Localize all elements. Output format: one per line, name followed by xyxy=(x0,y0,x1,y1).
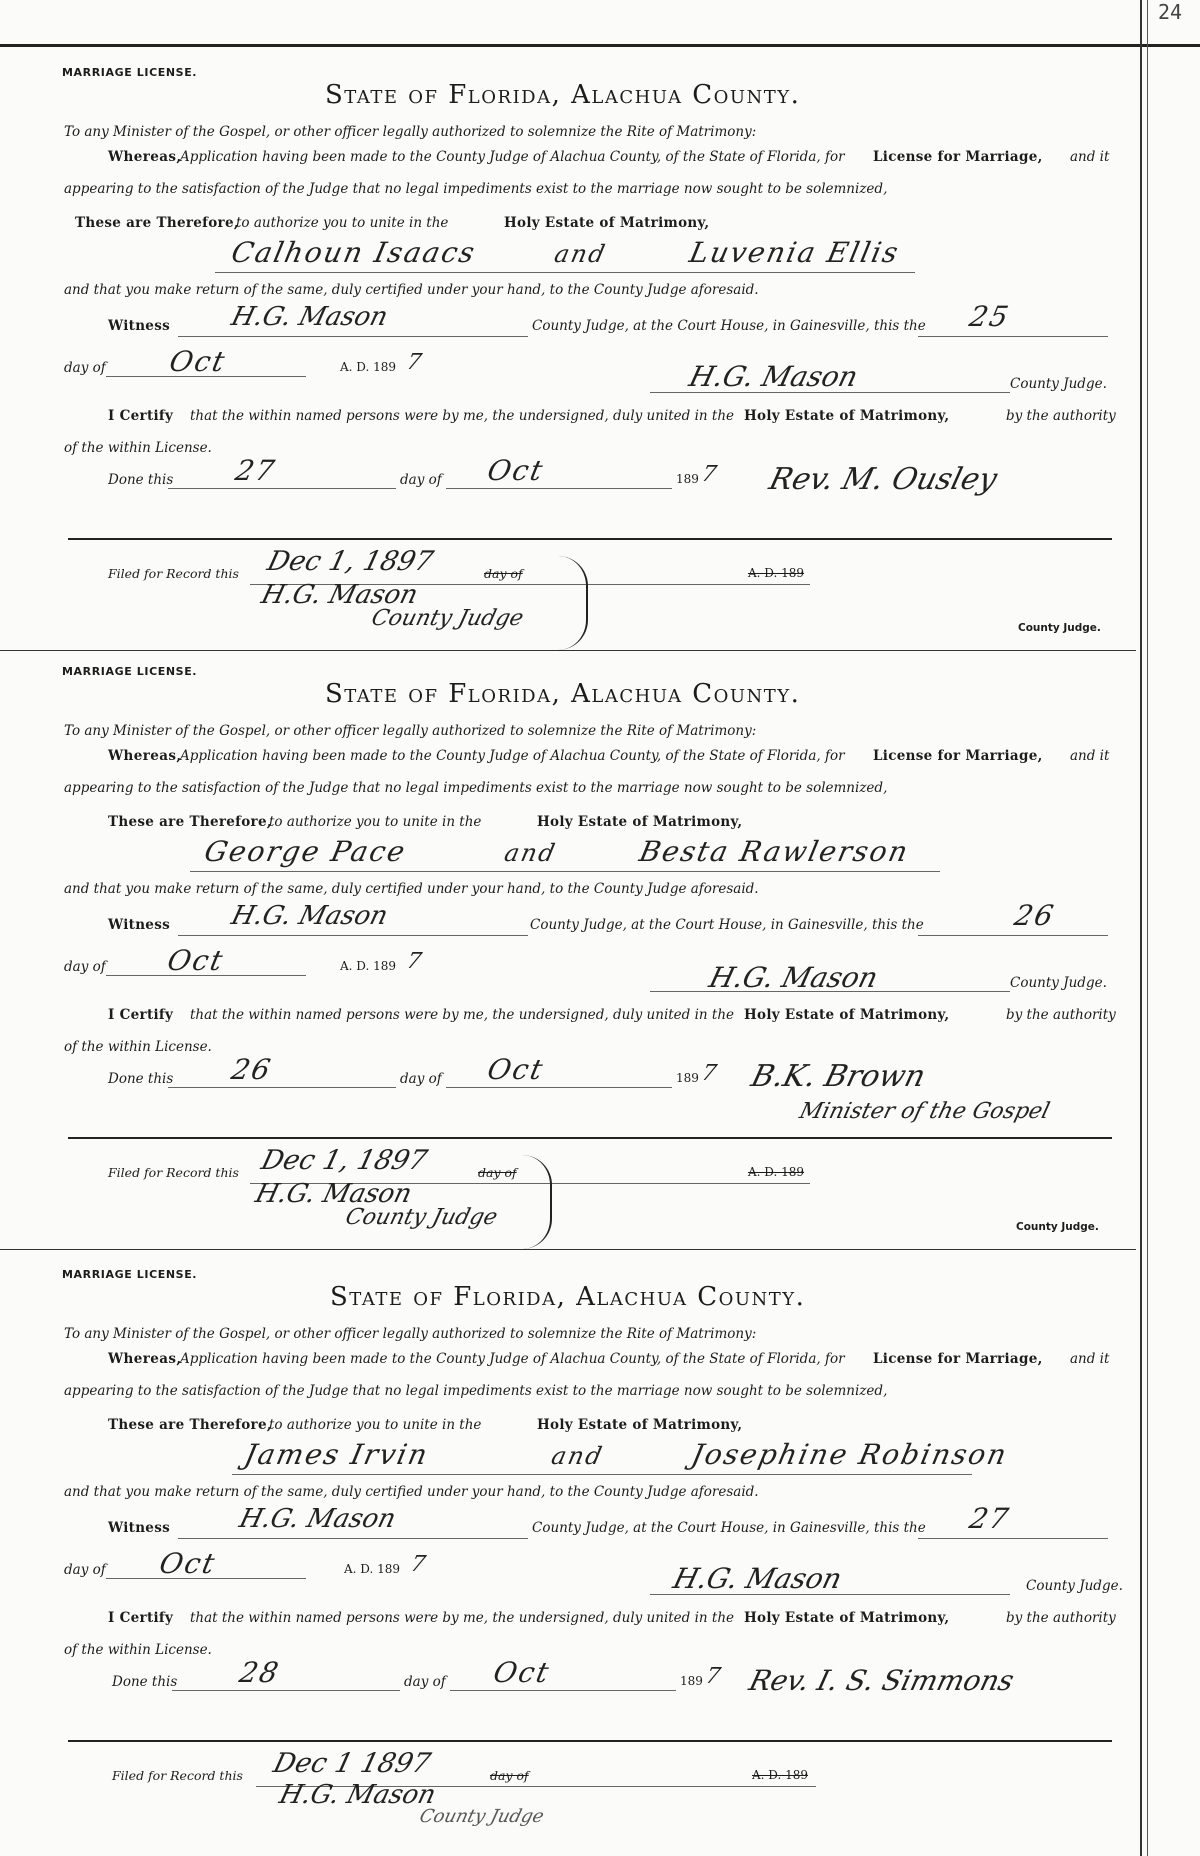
whereas-word: Whereas, xyxy=(108,1351,182,1367)
issue-day: 27 xyxy=(966,1502,1014,1535)
header-label: MARRIAGE LICENSE. xyxy=(62,66,198,79)
filed-day-of: day of xyxy=(478,1165,517,1180)
bride-name: Besta Rawlerson xyxy=(636,835,913,868)
officiant-signature: Rev. M. Ousley xyxy=(765,462,1001,497)
done-this-label: Done this xyxy=(108,472,174,488)
filed-day-of: day of xyxy=(490,1768,529,1783)
certify-text: that the within named persons were by me, the undersigned, duly united in the xyxy=(190,1007,735,1023)
bride-name: Luvenia Ellis xyxy=(686,236,903,269)
appearing-line: appearing to the satisfaction of the Judge that no legal impediments exist to the marriage now sought to be solemnized, xyxy=(64,780,888,796)
courthouse-text: County Judge, at the Court House, in Gainesville, this the xyxy=(530,917,924,933)
holy-estate-2: Holy Estate of Matrimony, xyxy=(744,1610,950,1626)
officiant-signature: Rev. I. S. Simmons xyxy=(745,1664,1018,1697)
done-year: 189 xyxy=(676,1071,699,1085)
day-of-label: day of xyxy=(64,1562,106,1578)
county-judge-small: County Judge. xyxy=(1018,622,1101,634)
county-judge-label: County Judge. xyxy=(1026,1578,1123,1594)
these-are-therefore: These are Therefore, xyxy=(108,1417,272,1433)
filed-signature: H.G. Mason xyxy=(252,1179,415,1209)
and-it: and it xyxy=(1070,1351,1110,1367)
county-judge-label: County Judge. xyxy=(1010,975,1107,991)
license-for-marriage: License for Marriage, xyxy=(873,149,1043,165)
issue-month: Oct xyxy=(164,944,228,977)
record-divider xyxy=(68,538,1112,540)
appearing-line: appearing to the satisfaction of the Judge that no legal impediments exist to the marriage now sought to be solemnized, xyxy=(64,1383,888,1399)
by-authority: by the authority xyxy=(1006,1610,1116,1626)
and-word: and xyxy=(502,839,560,867)
groom-name: Calhoun Isaacs xyxy=(228,236,480,269)
done-year-digit: 7 xyxy=(703,1664,725,1689)
authorize-text: to authorize you to unite in the xyxy=(236,215,449,231)
done-this-label: Done this xyxy=(112,1674,178,1690)
whereas-word: Whereas, xyxy=(108,149,182,165)
courthouse-text: County Judge, at the Court House, in Gainesville, this the xyxy=(532,1520,926,1536)
whereas-text: Application having been made to the County Judge of Alachua County, of the State of Florida, for xyxy=(180,748,845,764)
by-authority: by the authority xyxy=(1006,408,1116,424)
day-of-label: day of xyxy=(64,360,106,376)
holy-estate: Holy Estate of Matrimony, xyxy=(504,215,710,231)
ad-label: A. D. 189 xyxy=(344,1562,401,1576)
done-day-of: day of xyxy=(404,1674,446,1690)
done-day-of: day of xyxy=(400,472,442,488)
done-day: 28 xyxy=(236,1656,284,1689)
license-for-marriage: License for Marriage, xyxy=(873,1351,1043,1367)
filed-for-record: Filed for Record this xyxy=(108,1165,239,1180)
ad-label: A. D. 189 xyxy=(340,360,397,374)
witness-signature: H.G. Mason xyxy=(228,901,391,931)
certify-text: that the within named persons were by me, the undersigned, duly united in the xyxy=(190,408,735,424)
holy-estate-2: Holy Estate of Matrimony, xyxy=(744,408,950,424)
bride-name: Josephine Robinson xyxy=(688,1438,1012,1471)
section-separator xyxy=(0,650,1136,651)
done-month: Oct xyxy=(490,1656,554,1689)
filed-signature-title: County Judge xyxy=(342,1205,500,1230)
return-line: and that you make return of the same, duly certified under your hand, to the County Judge aforesaid. xyxy=(64,881,759,897)
return-line: and that you make return of the same, duly certified under your hand, to the County Judge aforesaid. xyxy=(64,1484,759,1500)
holy-estate: Holy Estate of Matrimony, xyxy=(537,1417,743,1433)
and-word: and xyxy=(552,240,610,268)
witness-word: Witness xyxy=(108,318,170,334)
issue-year-digit: 7 xyxy=(404,350,426,375)
and-word: and xyxy=(549,1442,607,1470)
certify-text: that the within named persons were by me, the undersigned, duly united in the xyxy=(190,1610,735,1626)
ad-label: A. D. 189 xyxy=(340,959,397,973)
record-divider xyxy=(68,1137,1112,1139)
right-border-inner xyxy=(1147,0,1148,1856)
these-are-therefore: These are Therefore, xyxy=(75,215,239,231)
done-day: 27 xyxy=(232,454,280,487)
filed-for-record: Filed for Record this xyxy=(112,1768,243,1783)
filed-ad: A. D. 189 xyxy=(748,1165,805,1179)
top-border xyxy=(0,44,1200,47)
certify-word: I Certify xyxy=(108,1007,174,1023)
issue-day: 25 xyxy=(966,300,1014,333)
certify-word: I Certify xyxy=(108,408,174,424)
whereas-word: Whereas, xyxy=(108,748,182,764)
issue-day: 26 xyxy=(1011,899,1059,932)
filed-day-of: day of xyxy=(484,566,523,581)
groom-name: George Pace xyxy=(201,835,410,868)
done-this-label: Done this xyxy=(108,1071,174,1087)
done-year-digit: 7 xyxy=(699,1061,721,1086)
done-year: 189 xyxy=(680,1674,703,1688)
filed-for-record: Filed for Record this xyxy=(108,566,239,581)
county-judge-label: County Judge. xyxy=(1010,376,1107,392)
form-title: State of Florida, Alachua County. xyxy=(325,679,801,709)
holy-estate: Holy Estate of Matrimony, xyxy=(537,814,743,830)
authorize-text: to authorize you to unite in the xyxy=(269,1417,482,1433)
form-title: State of Florida, Alachua County. xyxy=(325,80,801,110)
officiant-title: Minister of the Gospel xyxy=(796,1099,1053,1124)
and-it: and it xyxy=(1070,149,1110,165)
right-border xyxy=(1140,0,1142,1856)
witness-signature: H.G. Mason xyxy=(228,302,391,332)
license-for-marriage: License for Marriage, xyxy=(873,748,1043,764)
groom-name: James Irvin xyxy=(241,1438,433,1471)
done-month: Oct xyxy=(484,454,548,487)
issue-year-digit: 7 xyxy=(408,1552,430,1577)
filed-brace xyxy=(556,556,588,650)
whereas-text: Application having been made to the County Judge of Alachua County, of the State of Florida, for xyxy=(180,149,845,165)
filed-signature-title: County Judge xyxy=(368,606,526,631)
filed-brace xyxy=(520,1155,552,1249)
filed-ad: A. D. 189 xyxy=(748,566,805,580)
officiant-signature: B.K. Brown xyxy=(747,1059,929,1094)
county-judge-small: County Judge. xyxy=(1016,1221,1099,1233)
judge-signature: H.G. Mason xyxy=(669,1562,846,1595)
these-are-therefore: These are Therefore, xyxy=(108,814,272,830)
issue-month: Oct xyxy=(166,345,230,378)
section-separator xyxy=(0,1249,1136,1250)
filed-date: Dec 1 1897 xyxy=(270,1748,434,1779)
whereas-text: Application having been made to the County Judge of Alachua County, of the State of Florida, for xyxy=(180,1351,845,1367)
header-label: MARRIAGE LICENSE. xyxy=(62,1268,198,1281)
filed-signature: H.G. Mason xyxy=(258,580,421,610)
witness-word: Witness xyxy=(108,917,170,933)
header-label: MARRIAGE LICENSE. xyxy=(62,665,198,678)
filed-signature: H.G. Mason xyxy=(276,1780,439,1810)
done-day-of: day of xyxy=(400,1071,442,1087)
filed-ad: A. D. 189 xyxy=(752,1768,809,1782)
day-of-label: day of xyxy=(64,959,106,975)
judge-signature: H.G. Mason xyxy=(705,961,882,994)
judge-signature: H.G. Mason xyxy=(685,360,862,393)
form-title: State of Florida, Alachua County. xyxy=(330,1282,806,1312)
filed-signature-title: County Judge xyxy=(417,1806,547,1827)
filed-date: Dec 1, 1897 xyxy=(264,546,437,577)
holy-estate-2: Holy Estate of Matrimony, xyxy=(744,1007,950,1023)
courthouse-text: County Judge, at the Court House, in Gainesville, this the xyxy=(532,318,926,334)
page-number: 24 xyxy=(1158,0,1183,24)
witness-word: Witness xyxy=(108,1520,170,1536)
within-license: of the within License. xyxy=(64,1039,212,1055)
issue-month: Oct xyxy=(156,1547,220,1580)
witness-signature: H.G. Mason xyxy=(236,1504,399,1534)
return-line: and that you make return of the same, duly certified under your hand, to the County Judge aforesaid. xyxy=(64,282,759,298)
done-year: 189 xyxy=(676,472,699,486)
addressee-line: To any Minister of the Gospel, or other officer legally authorized to solemnize the Rite of Matrimony: xyxy=(64,1326,757,1342)
done-year-digit: 7 xyxy=(699,462,721,487)
by-authority: by the authority xyxy=(1006,1007,1116,1023)
filed-date: Dec 1, 1897 xyxy=(258,1145,431,1176)
issue-year-digit: 7 xyxy=(404,949,426,974)
done-month: Oct xyxy=(484,1053,548,1086)
record-divider xyxy=(68,1740,1112,1742)
within-license: of the within License. xyxy=(64,440,212,456)
addressee-line: To any Minister of the Gospel, or other officer legally authorized to solemnize the Rite of Matrimony: xyxy=(64,723,757,739)
addressee-line: To any Minister of the Gospel, or other officer legally authorized to solemnize the Rite of Matrimony: xyxy=(64,124,757,140)
done-day: 26 xyxy=(228,1053,276,1086)
and-it: and it xyxy=(1070,748,1110,764)
appearing-line: appearing to the satisfaction of the Judge that no legal impediments exist to the marriage now sought to be solemnized, xyxy=(64,181,888,197)
authorize-text: to authorize you to unite in the xyxy=(269,814,482,830)
within-license: of the within License. xyxy=(64,1642,212,1658)
certify-word: I Certify xyxy=(108,1610,174,1626)
